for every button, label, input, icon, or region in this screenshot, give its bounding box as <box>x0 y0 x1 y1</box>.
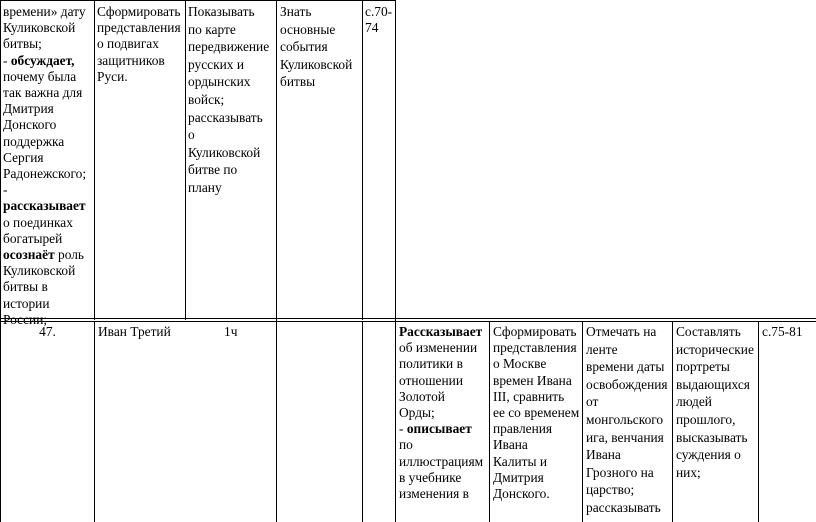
row2-activity-line <box>399 437 489 453</box>
row2-regulatory-cell <box>586 323 672 517</box>
activity-text: роль <box>54 247 85 263</box>
activity-text: о поединках <box>3 214 73 230</box>
row2-regulatory-line: Отмечать на <box>586 324 657 339</box>
activity-text: по <box>399 437 413 453</box>
row2-regulatory-line: ленте <box>586 341 618 357</box>
row1-regulatory-line: войск; <box>188 91 225 107</box>
row2-regulatory-line: от <box>586 394 599 410</box>
activity-text: - <box>3 52 11 68</box>
activity-text: поддержка <box>3 133 65 149</box>
activity-text: богатырей <box>3 230 63 246</box>
row1-activity-line <box>3 134 93 150</box>
row1-personal-line: Знать <box>280 4 312 19</box>
row1-regulatory-line: Куликовской <box>188 144 261 160</box>
row1-col-line-2 <box>185 0 186 320</box>
row1-activity-line <box>3 215 93 231</box>
row1-pages-cell <box>365 4 395 36</box>
row1-cognitive-line: защитников <box>97 52 165 68</box>
row1-activity-line <box>3 231 93 247</box>
lesson-topic: Иван Третий <box>98 324 171 339</box>
activity-text: России; <box>3 311 48 327</box>
activity-text: Донского <box>3 117 57 133</box>
activity-text: битвы в <box>3 279 48 295</box>
row2-col-line-topic <box>94 321 95 522</box>
row2-pages-cell <box>762 324 816 340</box>
row1-personal-line: Куликовской <box>280 56 353 72</box>
row2-personal-line: Составлять <box>676 324 741 339</box>
bold-verb-text: Рассказывает <box>399 324 483 339</box>
row2-personal-line: суждения о <box>676 447 741 463</box>
row1-regulatory-line: русских и <box>188 56 244 72</box>
row2-regulatory-line: рассказывать <box>586 499 661 515</box>
row2-hours-cell <box>224 324 274 340</box>
row-divider-upper <box>0 318 816 319</box>
row1-activity-line <box>3 166 93 182</box>
row2-regulatory-line: Ивана <box>586 447 621 463</box>
activity-text: - <box>3 182 8 198</box>
bold-verb-text: осознаёт <box>3 247 55 263</box>
activity-text: политики в <box>399 356 463 372</box>
row2-cognitive-line: правления <box>493 421 553 437</box>
row2-activity-line <box>399 389 489 405</box>
row1-personal-cell <box>280 3 362 91</box>
activity-text: Золотой <box>399 388 445 404</box>
row1-regulatory-line: Показывать <box>188 4 255 19</box>
row2-cognitive-line: Ивана <box>493 437 528 453</box>
activity-text: Радонежского; <box>3 166 87 182</box>
row2-number-cell <box>1 324 94 340</box>
row2-personal-line: них; <box>676 464 701 480</box>
row2-cognitive-line: представления <box>493 340 577 356</box>
bold-verb-text: описывает <box>406 421 472 437</box>
row1-activity-line <box>3 36 93 52</box>
bold-verb-text: обсуждает, <box>10 52 75 68</box>
row1-activity-line <box>3 117 93 133</box>
activity-text: Дмитрия <box>3 101 54 117</box>
row1-cognitive-line: о подвигах <box>97 36 159 52</box>
row1-activity-line <box>3 69 93 85</box>
row2-regulatory-line: освобождения <box>586 376 668 392</box>
row2-activity-line <box>399 486 489 502</box>
row1-activity-line <box>3 150 93 166</box>
row2-activity-line <box>399 324 489 340</box>
row2-activity-line <box>399 340 489 356</box>
row1-activity-line <box>3 198 93 214</box>
row2-col-line-cognitive <box>489 321 490 522</box>
row2-personal-line: высказывать <box>676 429 748 445</box>
row2-activity-line <box>399 405 489 421</box>
row1-col-line-4 <box>362 0 363 320</box>
bold-verb-text: рассказывает <box>3 198 86 214</box>
row2-activity-line <box>399 356 489 372</box>
row2-cognitive-cell <box>493 324 582 502</box>
row1-pages-line: с.70- <box>365 4 393 19</box>
table-top-border <box>0 0 395 1</box>
row1-activity-line <box>3 20 93 36</box>
row2-regulatory-line: времени даты <box>586 359 665 375</box>
row2-personal-line: прошлого, <box>676 411 736 427</box>
row2-personal-line: людей <box>676 394 712 410</box>
row1-col-line-3 <box>276 0 277 522</box>
row2-cognitive-line: о Москве <box>493 356 547 372</box>
row2-cognitive-line: Сформировать <box>493 324 577 339</box>
row2-regulatory-line: Грозного на <box>586 464 654 480</box>
row1-regulatory-line: битве по <box>188 162 238 178</box>
row2-regulatory-line: ига, венчания <box>586 429 664 445</box>
row1-regulatory-line: по карте <box>188 21 236 37</box>
activity-text: отношении <box>399 372 463 388</box>
row2-topic-cell <box>98 324 188 340</box>
row1-activity-line <box>3 296 93 312</box>
row2-col-line-regulatory <box>582 321 583 522</box>
lesson-hours: 1ч <box>224 324 238 339</box>
row1-activity-cell <box>3 4 93 328</box>
row1-regulatory-line: плану <box>188 179 222 195</box>
row2-cognitive-line: Дмитрия <box>493 469 544 485</box>
row2-activity-cell <box>399 324 489 502</box>
row1-pages-line: 74 <box>365 20 379 36</box>
row1-activity-line <box>3 101 93 117</box>
activity-text: истории <box>3 295 50 311</box>
row1-activity-line <box>3 85 93 101</box>
row1-activity-line <box>3 53 93 69</box>
lesson-number: 47. <box>39 324 56 339</box>
row2-activity-line <box>399 373 489 389</box>
row2-cognitive-line: Донского. <box>493 486 550 502</box>
activity-text: об изменении <box>399 340 478 356</box>
row2-personal-line: исторические <box>676 341 754 357</box>
row1-activity-line <box>3 182 93 198</box>
row2-col-line-hours-end <box>362 321 363 522</box>
row1-activity-line <box>3 279 93 295</box>
row1-regulatory-line: ордынских <box>188 74 251 90</box>
row2-personal-line: портреты <box>676 359 730 375</box>
row2-col-line-personal <box>672 321 673 522</box>
row2-activity-line <box>399 454 489 470</box>
row1-personal-line: события <box>280 39 328 55</box>
row1-regulatory-cell <box>188 3 276 197</box>
activity-text: изменения в <box>399 486 469 502</box>
row2-regulatory-line: царство; <box>586 482 635 498</box>
row2-personal-cell <box>676 323 758 481</box>
row2-activity-line <box>399 421 489 437</box>
row1-cognitive-cell <box>97 4 185 85</box>
row2-cognitive-line: ее со временем <box>493 405 580 421</box>
activity-text: Орды; <box>399 405 435 421</box>
activity-text: Куликовской <box>3 20 76 36</box>
activity-text: Сергия <box>3 149 44 165</box>
activity-text: в учебнике <box>399 469 462 485</box>
row2-col-line-pages <box>758 321 759 522</box>
row-divider-lower <box>0 321 816 322</box>
row1-regulatory-line: о <box>188 127 195 143</box>
row2-personal-line: выдающихся <box>676 376 750 392</box>
row2-cognitive-line: III, сравнить <box>493 388 565 404</box>
row2-activity-line <box>399 470 489 486</box>
row1-activity-line <box>3 4 93 20</box>
activity-text: так важна для <box>3 85 83 101</box>
row1-activity-line <box>3 247 93 263</box>
row2-cognitive-line: времен Ивана <box>493 372 572 388</box>
row1-cognitive-line: Сформировать <box>97 4 181 19</box>
row2-regulatory-line: монгольского <box>586 411 664 427</box>
row1-cognitive-line: Руси. <box>97 68 128 84</box>
activity-text: иллюстрациям <box>399 453 484 469</box>
row1-regulatory-line: передвижение <box>188 39 270 55</box>
row2-pages: с.75-81 <box>762 324 803 339</box>
row1-col-line-1 <box>94 0 95 320</box>
activity-text: времени» дату <box>3 4 86 19</box>
row1-personal-line: битвы <box>280 74 316 90</box>
row1-regulatory-line: рассказывать <box>188 109 263 125</box>
row1-cognitive-line: представления <box>97 20 181 36</box>
row1-col-line-5 <box>395 0 396 522</box>
row1-col-line-0 <box>0 0 1 522</box>
activity-text: почему была <box>3 68 77 84</box>
row2-cognitive-line: Калиты и <box>493 453 548 469</box>
row1-personal-line: основные <box>280 21 336 37</box>
activity-text: Куликовской <box>3 263 76 279</box>
activity-text: битвы; <box>3 36 42 52</box>
row1-activity-line <box>3 263 93 279</box>
activity-text: - <box>399 421 407 437</box>
